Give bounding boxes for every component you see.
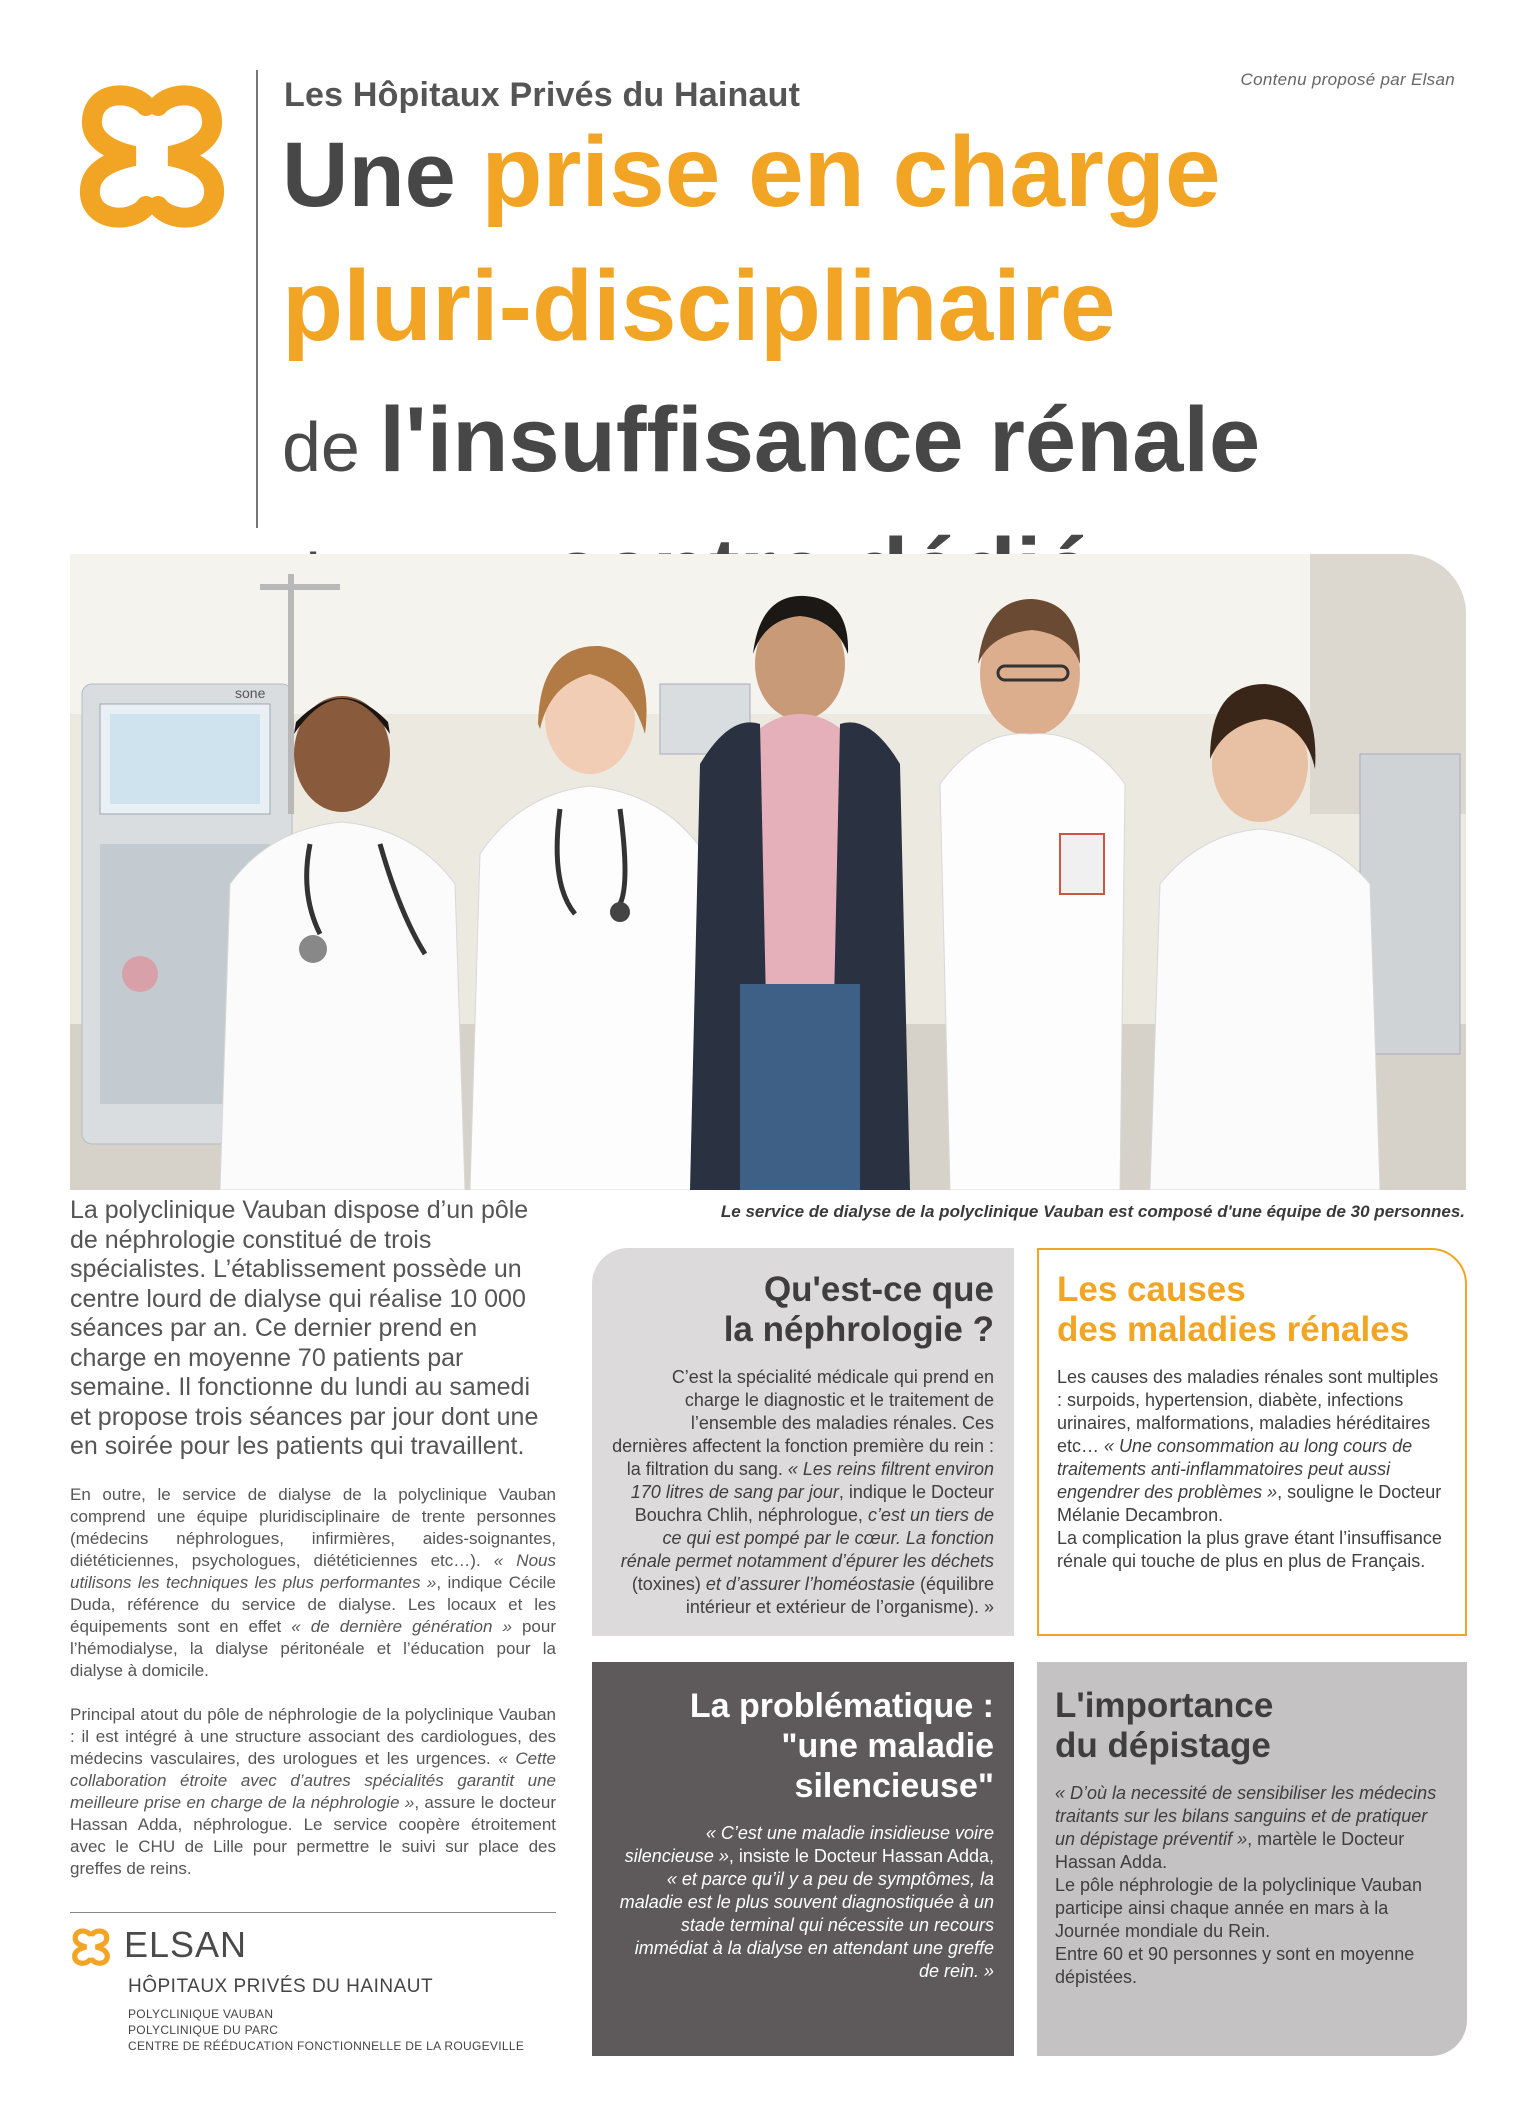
box-title (612, 1270, 994, 1350)
text-run: , assure le docteur Hassan Adda, néphrologue. Le service coopère étroitement avec le CHU de Lille pour permettre le suivi sur place des greffes de reins. (70, 1793, 557, 1878)
box-problematique (592, 1662, 1014, 2056)
quote: « D’où la necessité de sensibiliser les médecins traitants sur les bilans sanguins et de pratiquer un dépistage préventif » (1055, 1783, 1437, 1849)
footer-rule (70, 1912, 556, 1913)
box-text (612, 1822, 994, 1983)
photo-caption: Le service de dialyse de la polyclinique Vauban est composé d'une équipe de 30 personnes. (720, 1202, 1465, 1221)
headline-part: Une (282, 124, 482, 226)
headline-part: prise en charge (481, 116, 1221, 228)
kicker: Les Hôpitaux Privés du Hainaut (284, 76, 801, 114)
text-run: Les causes des maladies rénales sont multiples : surpoids, hypertension, diabète, infections urinaires, malformations, maladies héréditaires etc… (1057, 1367, 1439, 1456)
text-run: Entre 60 et 90 personnes y sont en moyenne dépistées. (1055, 1944, 1415, 1987)
text-run: La complication la plus grave étant l’insuffisance rénale qui touche de plus en plus de Français. (1057, 1528, 1442, 1571)
text-run: En outre, le service de dialyse de la polyclinique Vauban comprend une équipe pluridisciplinaire de trente personnes (médecins néphrologues, infirmières, aides-soignantes, diététiciennes, psychologues, diététiciennes etc…). (70, 1485, 556, 1570)
box-text (1057, 1366, 1447, 1573)
box-nephrologie (592, 1248, 1014, 1636)
group-name: HÔPITAUX PRIVÉS DU HAINAUT (128, 1976, 434, 1997)
box-text (1055, 1782, 1449, 1989)
headline-part: l'insuffisance rénale (379, 389, 1261, 491)
text-run: Principal atout du pôle de néphrologie de la polyclinique Vauban : il est intégré à une structure associant des cardiologues, des médecins vasculaires, des urologues et les urgences. (70, 1705, 556, 1768)
box-title (612, 1686, 994, 1806)
lead-paragraph: La polyclinique Vauban dispose d’un pôle de néphrologie constitué de trois spécialistes. L’établissement possède un centre lourd de dialyse qui réalise 10 000 séances par an. Ce dernier prend en charge en moyenne 70 patients par semaine. Il fonctionne du lundi au samedi et propose trois séances par jour dont une en soirée pour les patients qui travaillent. (70, 1196, 539, 1460)
headline-part: pluri-disciplinaire (282, 250, 1116, 362)
site-item: POLYCLINIQUE DU PARC (128, 2023, 279, 2037)
box-title-line: des maladies rénales (1057, 1310, 1410, 1349)
elsan-logo-icon (72, 76, 232, 236)
elsan-small-logo-icon (70, 1926, 112, 1968)
box-title-line: L'importance (1055, 1686, 1274, 1725)
machine-label: sone (235, 685, 266, 701)
box-title-line: Qu'est-ce que (763, 1270, 994, 1309)
text-run: (toxines) (631, 1574, 706, 1594)
text-run: , insiste le Docteur Hassan Adda, (728, 1846, 994, 1866)
box-title (1057, 1270, 1447, 1350)
box-text (612, 1366, 994, 1619)
body-paragraph (70, 1704, 556, 1880)
box-title-line: "une maladie silencieuse" (781, 1727, 994, 1805)
team-photo (70, 554, 1466, 1190)
box-depistage (1037, 1662, 1467, 2056)
text-run: pour l’hémodialyse, la dialyse péritonéale et l’éducation pour la dialyse à domicile. (70, 1617, 556, 1680)
text-run: , indique le Docteur Bouchra Chlih, néphrologue, (634, 1482, 994, 1525)
quote: c’est un tiers de ce qui est pompé par le cœur. La fonction rénale permet notamment d’épurer les déchets (620, 1505, 994, 1571)
box-title-line: Les causes (1057, 1270, 1246, 1309)
text-run: , souligne le Docteur Mélanie Decambron. (1057, 1482, 1442, 1525)
quote: « Une consommation au long cours de traitements anti-inflammatoires peut aussi engendrer des problèmes » (1057, 1436, 1413, 1502)
site-item: CENTRE DE RÉÉDUCATION FONCTIONNELLE DE LA ROUGEVILLE (128, 2039, 525, 2053)
team-photo-illustration (70, 554, 1466, 1190)
text-run: C’est la spécialité médicale qui prend en charge le diagnostic et le traitement de l’ensemble des maladies rénales. Ces dernières affectent la fonction première du rein : la filtration du sang. (612, 1367, 994, 1479)
quote: « de dernière génération » (291, 1617, 512, 1636)
quote: « Cette collaboration étroite avec d’autres spécialités garantit une meilleure prise en charge de la néphrologie » (70, 1749, 557, 1812)
headline-part: de (282, 408, 380, 486)
quote: « C’est une maladie insidieuse voire silencieuse » (624, 1823, 994, 1866)
box-title-line: La problématique : (689, 1687, 994, 1725)
quote: « et parce qu’il y a peu de symptômes, la maladie est le plus souvent diagnostiquée à un stade terminal qui nécessite un recours immédiat à la dialyse en attendant une greffe de rein. » (619, 1869, 994, 1981)
box-title (1055, 1686, 1449, 1766)
quote: et d’assurer l’homéostasie (705, 1574, 915, 1594)
quote: « Les reins filtrent environ 170 litres de sang par jour (630, 1459, 994, 1502)
text-run: , martèle le Docteur Hassan Adda. (1055, 1829, 1405, 1872)
sponsor-label: Contenu proposé par Elsan (1240, 70, 1455, 89)
header-divider (256, 70, 258, 528)
site-item: POLYCLINIQUE VAUBAN (128, 2007, 274, 2021)
body-paragraph (70, 1484, 556, 1682)
quote: « Nous utilisons les techniques les plus performantes » (70, 1551, 556, 1592)
text-run: , indique Cécile Duda, référence du service de dialyse. Les locaux et les équipements sont en effet (70, 1573, 556, 1636)
text-run: Le pôle néphrologie de la polyclinique Vauban participe ainsi chaque année en mars à la Journée mondiale du Rein. (1055, 1875, 1422, 1941)
text-run: (équilibre intérieur et extérieur de l’organisme). » (685, 1574, 994, 1617)
box-causes (1037, 1248, 1467, 1636)
sites-list (128, 2006, 524, 2054)
box-title-line: la néphrologie ? (723, 1310, 994, 1349)
brand-name: ELSAN (124, 1924, 248, 1965)
box-title-line: du dépistage (1055, 1726, 1271, 1765)
